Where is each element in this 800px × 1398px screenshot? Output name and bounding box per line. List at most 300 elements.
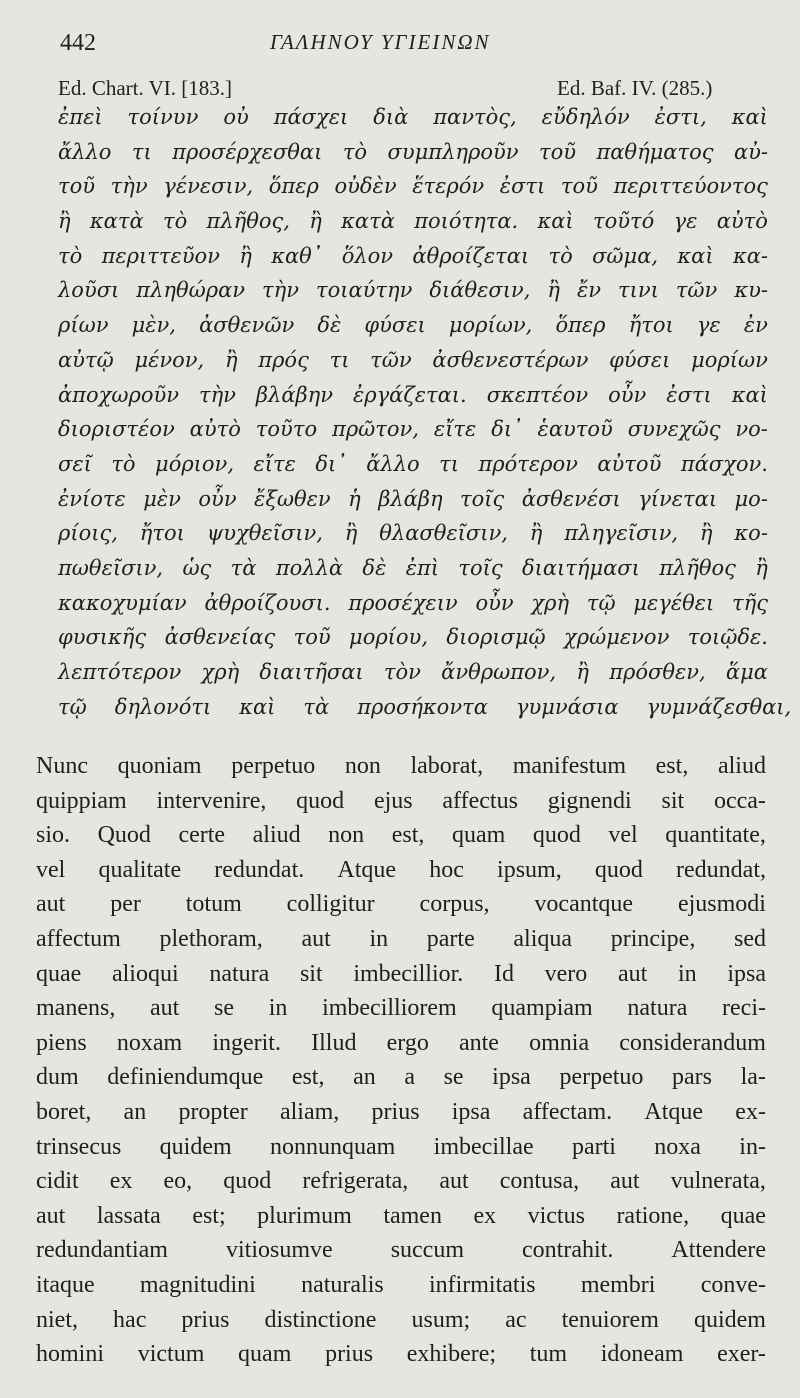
latin-text-line [36, 1233, 766, 1268]
word: corpus, [419, 891, 490, 918]
word: prius [325, 1341, 374, 1368]
word: plurimum [257, 1202, 352, 1229]
greek-text-line [58, 620, 768, 655]
word: est, [291, 1064, 325, 1091]
word: victum [137, 1341, 205, 1368]
latin-text-line [36, 1095, 766, 1130]
word: ante [458, 1029, 499, 1056]
word: ἐστι [499, 174, 546, 199]
word: ejus [373, 787, 413, 814]
latin-text-line [36, 1060, 766, 1095]
word: ἡ [348, 486, 361, 511]
word: niet, [36, 1306, 78, 1333]
word: eo, [163, 1168, 193, 1195]
word: καὶ [677, 243, 714, 268]
word: an [353, 1064, 376, 1091]
word: αὐτοῦ [597, 451, 662, 476]
word: ipsa [492, 1064, 531, 1091]
word: hoc [429, 856, 464, 883]
word: exhibere; [406, 1341, 497, 1368]
word: μεγέθει [633, 590, 715, 615]
word: κατὰ [341, 209, 395, 234]
word: σεῖ [58, 451, 92, 476]
word: membri [580, 1271, 656, 1298]
word: γε [673, 209, 698, 234]
word: ποιότητα. [414, 209, 519, 234]
word: natura [209, 960, 270, 987]
word: perpetuo [559, 1064, 644, 1091]
word: φύσει [609, 347, 671, 372]
word: quod [223, 1168, 272, 1195]
word: μορίων, [448, 313, 533, 338]
word: λεπτότερον [58, 660, 182, 684]
word: ἢ [309, 209, 322, 234]
word: parti [571, 1133, 616, 1160]
word: aut [36, 1202, 66, 1229]
word: vitiosumve [225, 1237, 333, 1264]
greek-text-line [58, 586, 768, 621]
latin-text-line [36, 1026, 766, 1061]
word: victus [527, 1202, 585, 1229]
word: quod [532, 822, 581, 849]
greek-text-line [58, 204, 768, 239]
word: τὸ [162, 209, 188, 234]
greek-text-line [58, 447, 768, 482]
word: ἀσθενείας [164, 625, 276, 650]
word: τὴν [110, 174, 148, 199]
word: τῆς [732, 590, 768, 615]
word: προσέχειν [348, 590, 458, 615]
greek-text-line [58, 516, 768, 551]
word: μορίου, [349, 625, 429, 650]
word: καὶ [537, 209, 574, 234]
word: πληθώραν [136, 278, 246, 303]
word: πρός [258, 347, 309, 372]
word: πολλὰ [275, 555, 344, 580]
latin-text-line [36, 1303, 766, 1338]
word: φυσικῆς [58, 625, 147, 650]
word: itaque [36, 1271, 95, 1298]
word: χρὴ [201, 660, 240, 684]
word: ὅπερ [268, 174, 319, 199]
word: τοῖς [458, 555, 503, 580]
latin-text-line [36, 1199, 766, 1234]
word: γίνεται [638, 486, 718, 511]
word: aut [301, 925, 331, 952]
word: πρῶτον, [332, 417, 419, 442]
word: τοιῷδε. [687, 625, 768, 650]
greek-text-line [58, 135, 768, 170]
word: ex [109, 1168, 133, 1195]
word: πρόσθεν, [609, 660, 706, 684]
latin-text-line [36, 1130, 766, 1165]
word: trinsecus [36, 1133, 122, 1160]
word: vel [36, 856, 66, 883]
word: γε [696, 313, 721, 338]
word: sio. [36, 822, 71, 849]
latin-text-line [36, 784, 766, 819]
word: ἀθροίζεται [412, 243, 530, 268]
word: προσέρχεσθαι [172, 139, 323, 164]
word: διάθεσιν, [429, 278, 531, 303]
word: ἢ [699, 521, 713, 546]
word: quod [296, 787, 345, 814]
word: contusa, [499, 1168, 580, 1195]
word: μορίων [691, 347, 768, 372]
word: quippiam [36, 787, 127, 814]
word: refrigerata, [302, 1168, 409, 1195]
word: αὐτῷ [58, 347, 114, 372]
word: Illud [311, 1029, 357, 1056]
word: imbecillior. [353, 960, 464, 987]
word: μένον, [134, 347, 205, 372]
word: βλάβη [378, 486, 443, 511]
word: ψυχθεῖσιν, [206, 521, 323, 546]
latin-text-line [36, 1337, 766, 1372]
word: οὖν [198, 486, 237, 511]
greek-text-line [58, 655, 768, 690]
word: Atque [644, 1098, 704, 1125]
greek-text-line [58, 412, 768, 447]
word: affectam. [522, 1098, 613, 1125]
word: conve- [700, 1271, 766, 1298]
latin-text-line [36, 957, 766, 992]
word: prius [371, 1098, 420, 1125]
word: vulnerata, [670, 1168, 766, 1195]
word: κο- [734, 521, 768, 546]
word: ἤτοι [628, 313, 674, 338]
word: non [344, 753, 381, 779]
word: cidit [36, 1168, 79, 1195]
word: est, [391, 822, 425, 849]
word: χρώμενον [564, 625, 670, 650]
word: sit [299, 960, 323, 987]
word: νο- [735, 417, 768, 442]
word: τοῦ [560, 174, 598, 199]
word: aliud [717, 753, 766, 779]
word: πλῆθος [659, 555, 736, 580]
greek-text-line [58, 239, 768, 274]
word: magnitudini [139, 1271, 256, 1298]
latin-text-line [36, 887, 766, 922]
word: principe, [610, 925, 696, 952]
word: quam [451, 822, 506, 849]
word: in [677, 960, 697, 987]
word: ἢ [755, 555, 768, 580]
word: ergo [386, 1029, 429, 1056]
word: καθ᾽ [271, 243, 323, 268]
word: alioqui [111, 960, 179, 987]
word: κατὰ [89, 209, 144, 234]
word: nonnunquam [270, 1133, 396, 1160]
word: ex [473, 1202, 497, 1229]
word: πάσχει [273, 105, 349, 129]
word: boret, [36, 1098, 92, 1125]
word: τι [439, 451, 459, 476]
word: piens [36, 1029, 87, 1056]
word: plethoram, [159, 925, 263, 952]
word: ἐπὶ [405, 555, 439, 580]
word: τινι [617, 278, 659, 303]
word: exer- [717, 1341, 766, 1368]
word: κυ- [734, 278, 768, 303]
word: βλάβην [255, 382, 334, 407]
running-title: ΓΑΛΗΝΟΥ ΥΓΙΕΙΝΩΝ [270, 30, 491, 54]
word: διαιτήμασι [521, 555, 640, 580]
word: τοῦ [538, 139, 576, 164]
word: ἕτερόν [412, 174, 485, 199]
word: contrahit. [522, 1237, 614, 1264]
word: aut [439, 1168, 469, 1195]
word: a [404, 1064, 415, 1091]
word: quantitate, [665, 822, 766, 849]
word: διορισμῷ [446, 625, 546, 650]
word: ἑαυτοῦ [537, 417, 613, 442]
word: qualitate [98, 856, 182, 883]
word: intervenire, [156, 787, 267, 814]
word: aliud [252, 822, 301, 849]
word: οὖν [475, 590, 514, 615]
word: la- [740, 1064, 766, 1091]
word: ἄλλο [366, 451, 420, 476]
word: διὰ [373, 105, 409, 129]
word: ac [505, 1306, 527, 1333]
greek-text-line [58, 169, 768, 204]
word: ὅλον [341, 243, 394, 268]
greek-text-line [58, 482, 768, 517]
greek-text-line [58, 100, 768, 135]
word: οὐ [223, 105, 249, 129]
word: ipsum, [497, 856, 562, 883]
word: in- [739, 1133, 766, 1160]
word: ἀθροίζουσι. [204, 590, 331, 615]
word: ἀσθενεστέρων [432, 347, 589, 372]
word: δὲ [362, 555, 387, 580]
word: ἀσθενέσι [521, 486, 621, 511]
word: laborat, [410, 753, 484, 779]
word: idoneam [600, 1341, 684, 1368]
word: τοῦ [58, 174, 96, 199]
word: quod [594, 856, 643, 883]
word: occa- [713, 787, 766, 814]
word: ingerit. [212, 1029, 281, 1056]
word: hac [113, 1306, 147, 1333]
word: ἢ [224, 347, 238, 372]
word: κακοχυμίαν [58, 590, 187, 615]
word: vel [608, 822, 638, 849]
word: usum; [411, 1306, 471, 1333]
word: αὐ- [733, 139, 768, 164]
word: δὲ [317, 313, 342, 338]
word: considerandum [619, 1029, 766, 1056]
word: τῶν [675, 278, 718, 303]
greek-text-line [58, 343, 768, 378]
word: quoniam [117, 753, 202, 779]
word: Quod [97, 822, 151, 849]
word: pars [672, 1064, 712, 1091]
word: μὲν [143, 486, 181, 511]
word: τοῦτο [255, 417, 318, 442]
word: τι [329, 347, 350, 372]
word: εὔδηλόν [541, 105, 630, 129]
word: τὸ [58, 243, 83, 268]
word: συμπληροῦν [387, 139, 519, 164]
word: παθήματος [596, 139, 714, 164]
word: aut [610, 1168, 640, 1195]
word: ejusmodi [677, 891, 766, 918]
word: ἢ [58, 209, 71, 234]
word: in [369, 925, 389, 952]
word: sit [661, 787, 685, 814]
word: noxam [116, 1029, 183, 1056]
word: ἐργάζεται. [353, 382, 467, 407]
word: ὡς [182, 555, 212, 580]
word: ρίων [58, 313, 109, 338]
word: Attendere [671, 1237, 766, 1264]
word: aut [150, 995, 180, 1022]
word: propter [178, 1098, 248, 1125]
word: ἢ [344, 521, 358, 546]
word: quae [36, 960, 82, 987]
greek-text-line [58, 273, 768, 308]
greek-text-line [58, 378, 768, 413]
word: μὲν, [131, 313, 176, 338]
word: distinctione [264, 1306, 377, 1333]
word: aut [36, 891, 66, 918]
word: πρότερον [478, 451, 578, 476]
word: τὸν [383, 660, 421, 684]
word: τοίνυν [127, 105, 199, 129]
word: ὅπερ [555, 313, 606, 338]
word: πάσχον. [680, 451, 768, 476]
word: τὸ [548, 243, 573, 268]
word: οὖν [608, 382, 647, 407]
word: τὴν [262, 278, 299, 303]
word: πληγεῖσιν, [564, 521, 679, 546]
word: τὴν [198, 382, 236, 407]
word: imbecillae [433, 1133, 534, 1160]
latin-text-line [36, 818, 766, 853]
word: redundat, [676, 856, 766, 883]
word: τι [131, 139, 152, 164]
edition-reference-right: Ed. Baf. IV. (285.) [557, 76, 713, 100]
word: τὰ [230, 555, 257, 580]
word: πλῆθος, [206, 209, 290, 234]
word: κα- [732, 243, 768, 268]
word: Nunc [36, 753, 88, 779]
word: τῷ [586, 590, 616, 615]
word: ἢ [547, 278, 560, 303]
word: aliqua [513, 925, 573, 952]
word: redundat. [214, 856, 305, 883]
word: δι᾽ [315, 451, 347, 476]
word: manifestum [512, 753, 627, 779]
word: λοῦσι [58, 278, 120, 303]
word: συνεχῶς [627, 417, 721, 442]
word: ἀσθενῶν [199, 313, 295, 338]
word: τοῦτό [592, 209, 655, 234]
word: ρίοις, [58, 521, 118, 546]
word: prius [181, 1306, 230, 1333]
word: manens, [36, 995, 116, 1022]
word: ἤτοι [139, 521, 185, 546]
greek-text-line [58, 551, 768, 586]
word: περιττεύοντος [613, 174, 768, 199]
word: δι᾽ [491, 417, 523, 442]
word: vocantque [534, 891, 634, 918]
word: omnia [529, 1029, 590, 1056]
word: ratione, [616, 1202, 690, 1229]
word: est, [655, 753, 689, 779]
word: ἢ [576, 660, 589, 684]
word: est; [192, 1202, 226, 1229]
word: τῶν [370, 347, 412, 372]
word: τὰ [303, 694, 330, 719]
word: per [110, 891, 141, 918]
word: ἔν [576, 278, 601, 303]
word: vero [544, 960, 588, 987]
greek-text-line [58, 690, 792, 725]
word: εἴτε [253, 451, 296, 476]
word: Id [493, 960, 514, 987]
word: ἐν [743, 313, 768, 338]
word: εἴτε [433, 417, 477, 442]
word: μο- [734, 486, 768, 511]
latin-text-line [36, 991, 766, 1026]
word: sed [734, 925, 766, 952]
word: ἀποχωροῦν [58, 382, 179, 407]
page-number: 442 [60, 30, 96, 56]
word: infirmitatis [428, 1271, 536, 1298]
word: gignendi [547, 787, 632, 814]
word: τὸ [111, 451, 136, 476]
word: parte [426, 925, 475, 952]
word: noxa [654, 1133, 701, 1160]
word: non [328, 822, 365, 849]
word: ἢ [529, 521, 543, 546]
word: ἔξωθεν [254, 486, 331, 511]
word: ipsa [727, 960, 766, 987]
word: ἄλλο [58, 139, 112, 164]
word: καὶ [731, 105, 768, 129]
word: definiendumque [107, 1064, 264, 1091]
word: reci- [722, 995, 766, 1022]
latin-text-line [36, 1268, 766, 1303]
word: μόριον, [155, 451, 235, 476]
word: γυμνάζεσθαι, [646, 694, 792, 719]
word: dum [36, 1064, 79, 1091]
word: ἅμα [725, 660, 768, 684]
word: οὐδὲν [334, 174, 397, 199]
word: διαιτῆσαι [259, 660, 364, 684]
word: naturalis [301, 1271, 384, 1298]
word: ipsa [451, 1098, 491, 1125]
latin-text-block [36, 749, 766, 1372]
word: διοριστέον [58, 417, 175, 442]
word: σκεπτέον [486, 382, 589, 407]
word: quidem [159, 1133, 232, 1160]
greek-text-line [58, 308, 768, 343]
word: homini [36, 1341, 105, 1368]
word: σῶμα, [592, 243, 659, 268]
word: προσήκοντα [357, 694, 488, 719]
word: περιττεῦον [101, 243, 220, 268]
word: redundantiam [36, 1237, 168, 1264]
word: χρὴ [531, 590, 570, 615]
word: se [443, 1064, 464, 1091]
word: imbecilliorem [322, 995, 457, 1022]
word: colligitur [286, 891, 375, 918]
